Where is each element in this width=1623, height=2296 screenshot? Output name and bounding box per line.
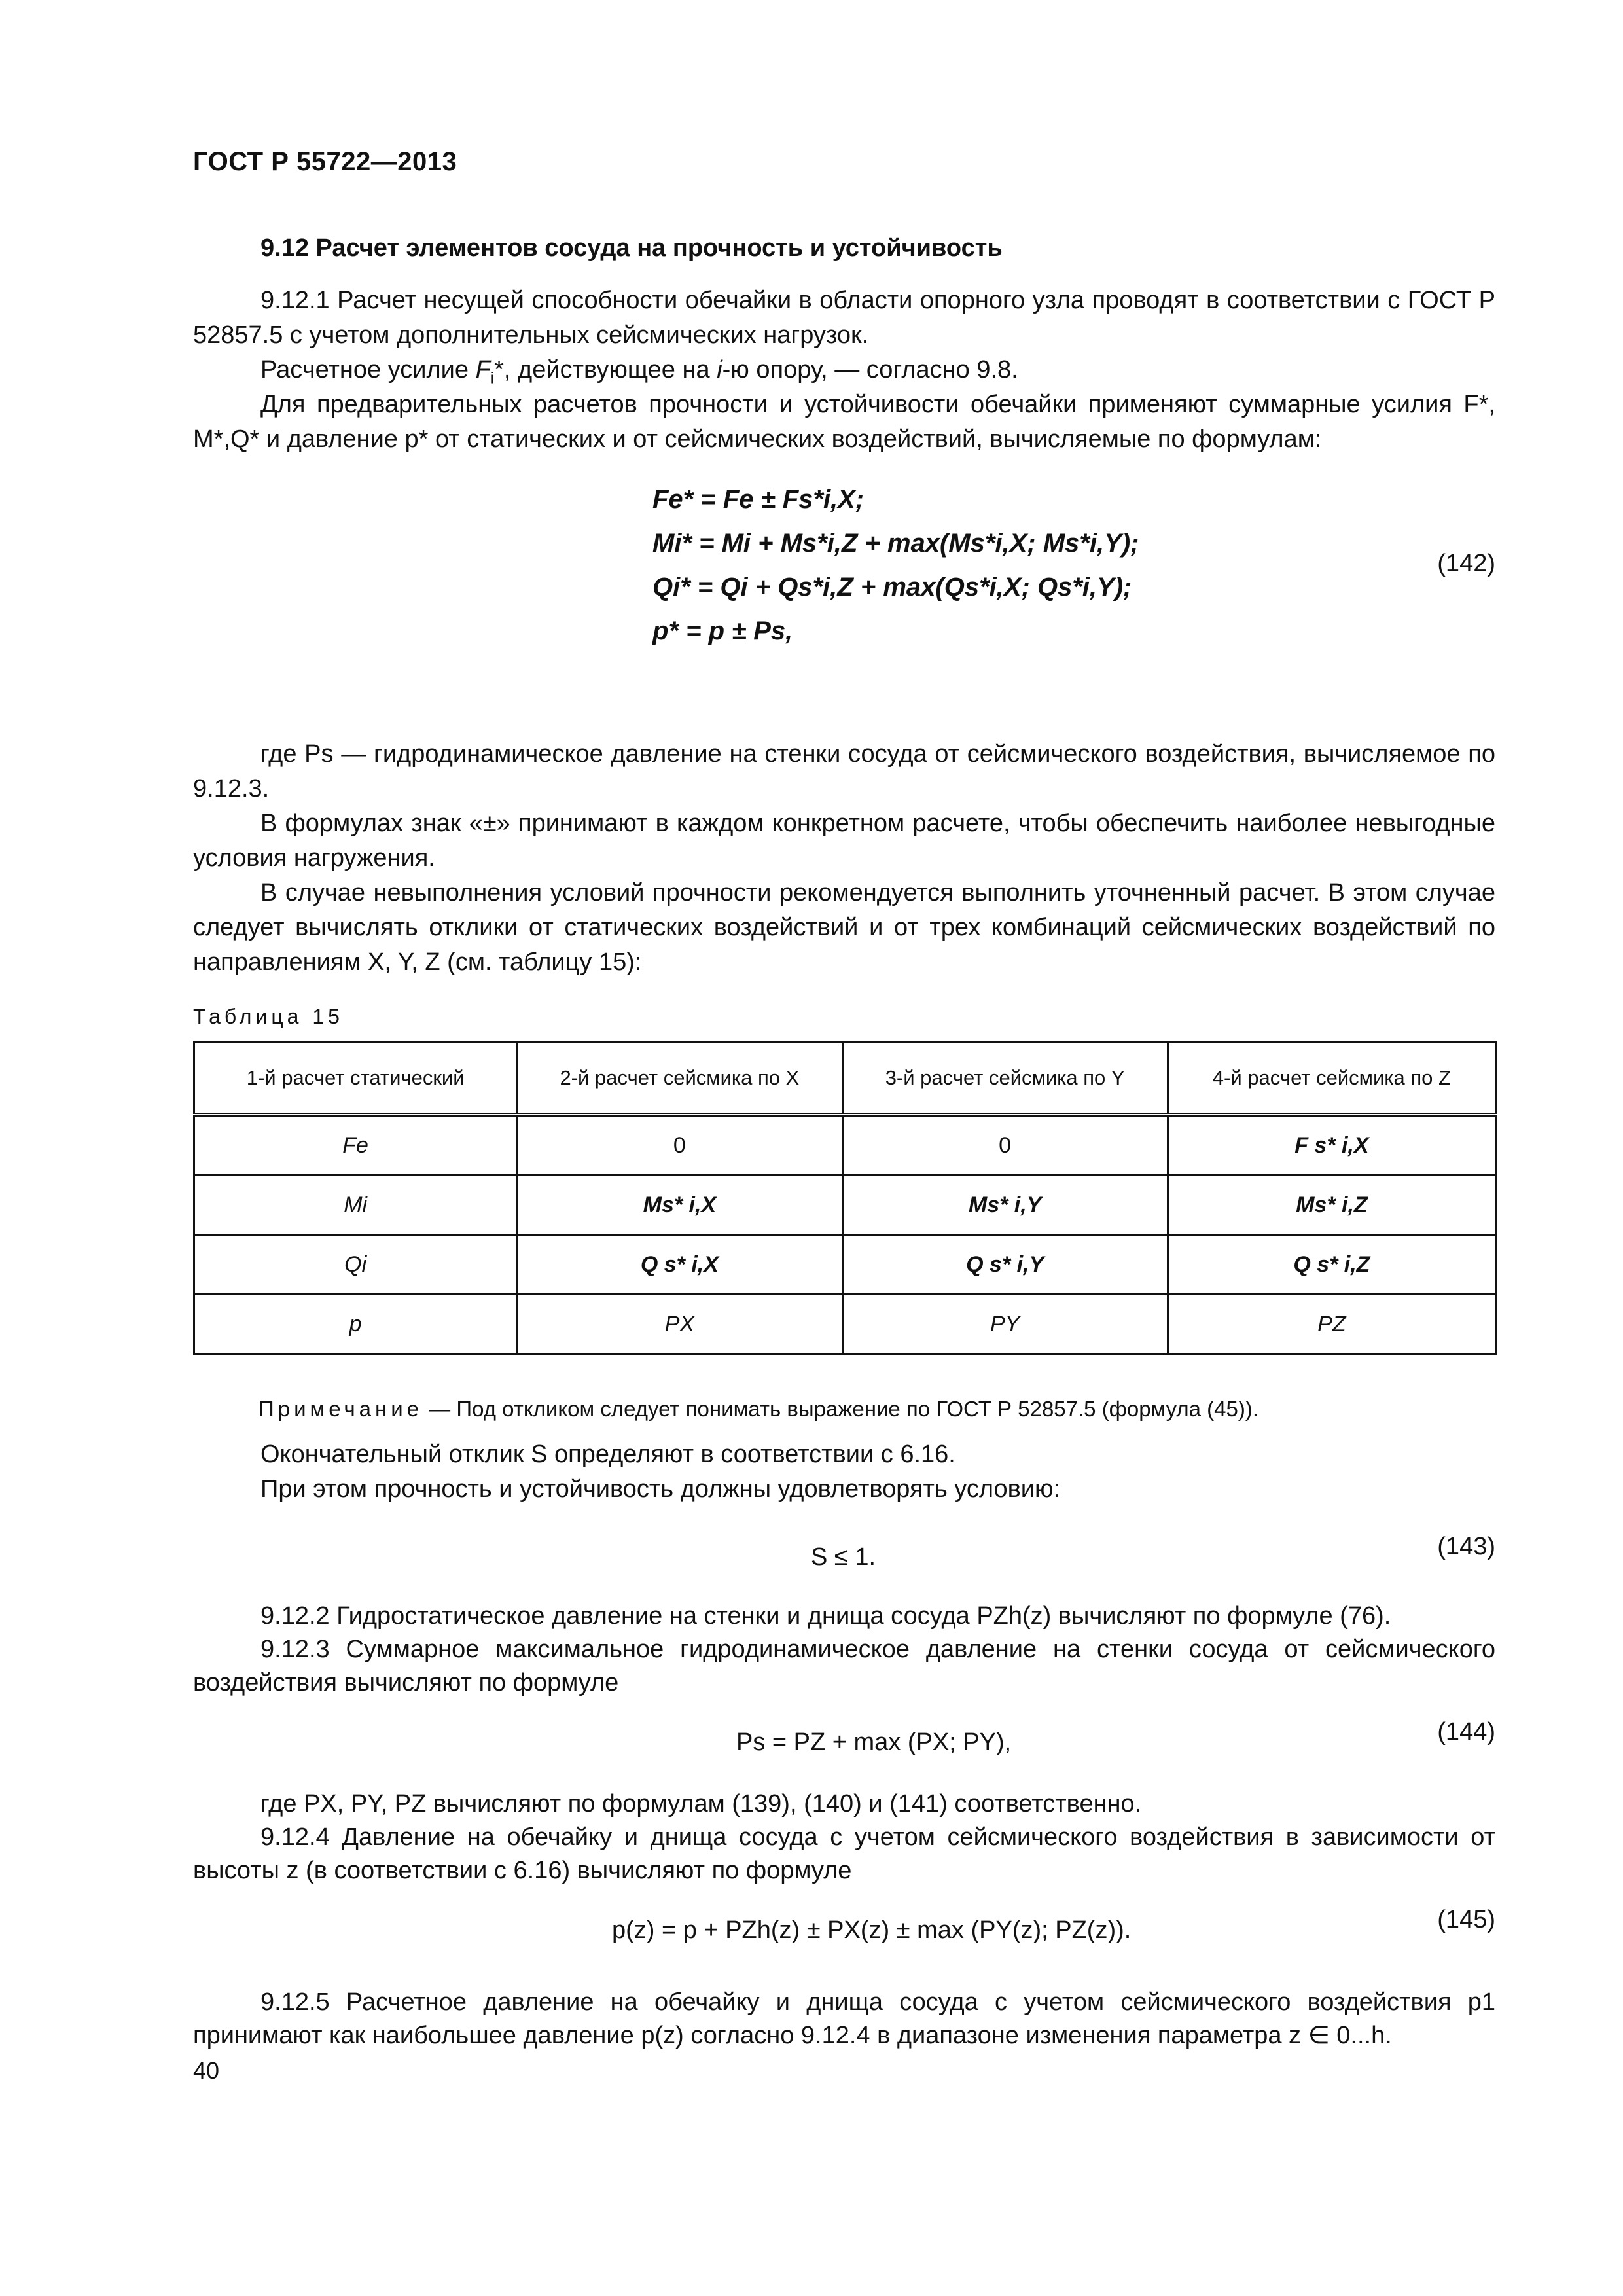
table-cell: Fe	[194, 1115, 517, 1175]
table-cell: PX	[517, 1295, 842, 1354]
paragraph-9-12-1: 9.12.1 Расчет несущей способности обечайки в области опорного узла проводят в соответствии с ГОСТ Р 52857.5 с учетом дополнительных сейсмических нагрузок.	[193, 287, 1495, 349]
equation-number: (145)	[1437, 1906, 1495, 1933]
paragraph-final: Окончательный отклик S определяют в соответствии с 6.16.	[260, 1441, 955, 1468]
symbol-F: F	[475, 356, 491, 384]
section-title: 9.12 Расчет элементов сосуда на прочность и устойчивость	[260, 234, 1003, 262]
paragraph-9-12-5: 9.12.5 Расчетное давление на обечайку и днища сосуда с учетом сейсмического воздействия p1 принимают как наибольшее давление p(z) согласно 9.12.4 в диапазоне изменения параметра z ∈ 0...h.	[193, 1988, 1495, 2049]
equation-145-formula: p(z) = p + PZh(z) ± PX(z) ± max (PY(z); PZ(z)).	[612, 1916, 1132, 1944]
table-caption: Таблица 15	[193, 1005, 344, 1028]
note-label: Примечание	[259, 1397, 423, 1421]
paragraph-force	[193, 353, 1495, 387]
text-run: -ю опору, — согласно 9.8.	[722, 356, 1018, 384]
equation-142-lines	[652, 478, 1139, 653]
table-row	[194, 1235, 1496, 1295]
paragraph-preliminary: Для предварительных расчетов прочности и устойчивости обечайки применяют суммарные усилия F*, M*,Q* и давление p* от статических и от сейсмических воздействий, вычисляемые по формулам:	[193, 391, 1495, 453]
table-header-cell: 1-й расчет статический	[194, 1042, 517, 1115]
equation-144-formula: Ps = PZ + max (PX; PY),	[736, 1729, 1012, 1756]
table-row	[194, 1295, 1496, 1354]
equation-number: (144)	[1437, 1718, 1495, 1746]
table-cell: Ms* i,Z	[1168, 1175, 1495, 1235]
paragraph-where: где Ps — гидродинамическое давление на стенки сосуда от сейсмического воздействия, вычисляемое по 9.12.3.	[193, 740, 1495, 802]
table-cell: Q s* i,X	[517, 1235, 842, 1295]
equation-142	[193, 473, 1495, 716]
table-cell: F s* i,X	[1168, 1115, 1495, 1175]
symbol-i: i	[717, 356, 722, 384]
paragraph-condition: При этом прочность и устойчивость должны удовлетворять условию:	[260, 1475, 1061, 1503]
equation-142-line: Qi* = Qi + Qs*i,Z + max(Qs*i,X; Qs*i,Y);	[652, 573, 1132, 601]
equation-143-formula: S ≤ 1.	[811, 1543, 876, 1571]
paragraph-9-12-3: 9.12.3 Суммарное максимальное гидродинамическое давление на стенки сосуда от сейсмического воздействия вычисляют по формуле	[193, 1636, 1495, 1696]
paragraph-9-12-4: 9.12.4 Давление на обечайку и днища сосуда с учетом сейсмического воздействия в зависимости от высоты z (в соответствии с 6.16) вычисляют по формуле	[193, 1823, 1495, 1884]
table-note	[193, 1397, 1495, 1422]
table-15	[193, 1041, 1497, 1355]
table-cell: 0	[842, 1115, 1168, 1175]
table-row	[194, 1175, 1496, 1235]
document-header: ГОСТ Р 55722—2013	[193, 147, 457, 176]
table-cell: Mi	[194, 1175, 517, 1235]
paragraph-sign: В формулах знак «±» принимают в каждом конкретном расчете, чтобы обеспечить наиболее невыгодные условия нагружения.	[193, 810, 1495, 872]
table-cell: Ms* i,X	[517, 1175, 842, 1235]
equation-142-line: Mi* = Mi + Ms*i,Z + max(Ms*i,X; Ms*i,Y);	[652, 529, 1139, 558]
table-cell: Q s* i,Y	[842, 1235, 1168, 1295]
table-header-row	[194, 1042, 1496, 1115]
paragraph-where-2: где PX, PY, PZ вычисляют по формулам (139), (140) и (141) соответственно.	[260, 1790, 1142, 1818]
table-header-cell: 3-й расчет сейсмика по Y	[842, 1042, 1168, 1115]
table-cell: Ms* i,Y	[842, 1175, 1168, 1235]
table-cell: 0	[517, 1115, 842, 1175]
table-cell: PZ	[1168, 1295, 1495, 1354]
equation-144	[193, 1706, 1495, 1772]
table-cell: p	[194, 1295, 517, 1354]
text-run: *, действующее на	[494, 356, 717, 384]
equation-145	[193, 1894, 1495, 1960]
equation-number: (143)	[1437, 1533, 1495, 1560]
table-cell: Q s* i,Z	[1168, 1235, 1495, 1295]
note-text: — Под откликом следует понимать выражение по ГОСТ Р 52857.5 (формула (45)).	[423, 1397, 1258, 1421]
paragraph-refine: В случае невыполнения условий прочности рекомендуется выполнить уточненный расчет. В этом случае следует вычислять отклики от статических воздействий и от трех комбинаций сейсмических воздействий по направлениям X, Y, Z (см. таблицу 15):	[193, 879, 1495, 976]
subscript-i: i	[490, 369, 495, 387]
equation-143	[193, 1521, 1495, 1587]
table-cell: Qi	[194, 1235, 517, 1295]
table-cell: PY	[842, 1295, 1168, 1354]
equation-number: (142)	[1437, 550, 1495, 577]
page-number: 40	[193, 2057, 220, 2084]
table-header-cell: 4-й расчет сейсмика по Z	[1168, 1042, 1495, 1115]
paragraph-9-12-2: 9.12.2 Гидростатическое давление на стенки и днища сосуда PZh(z) вычисляют по формуле (76).	[260, 1602, 1391, 1630]
table-header-cell: 2-й расчет сейсмика по X	[517, 1042, 842, 1115]
table-row	[194, 1115, 1496, 1175]
equation-142-line: p* = p ± Ps,	[652, 617, 793, 645]
equation-142-line: Fe* = Fe ± Fs*i,X;	[652, 485, 865, 514]
text-run: Расчетное усилие	[260, 356, 476, 384]
